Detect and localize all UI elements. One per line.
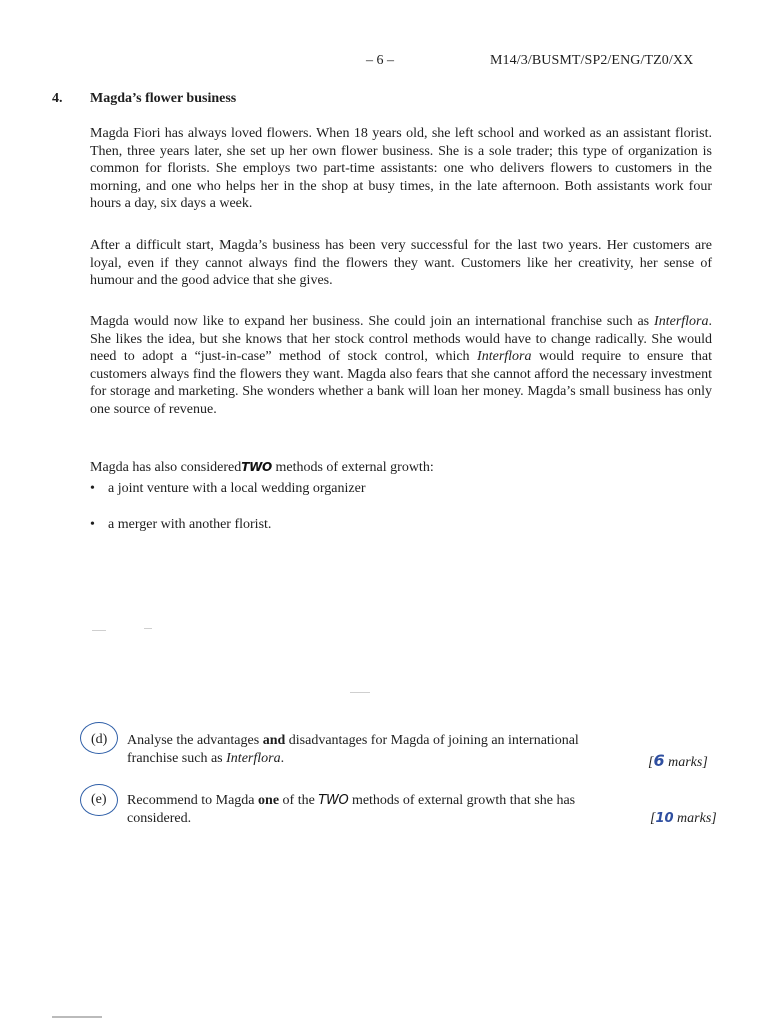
paper-code: M14/3/BUSMT/SP2/ENG/TZ0/XX [490,53,694,68]
part-e-label: (e) [91,792,107,807]
part-d-interflora: Interflora [226,751,281,766]
growth-intro-after: methods of external growth: [275,460,434,475]
list-item-text: a joint venture with a local wedding organizer [108,481,366,496]
part-e-text-a: Recommend to Magda [127,793,259,808]
page-number: – 6 – [366,53,394,68]
part-d-question [127,732,627,768]
question-number: 4. [52,91,63,106]
part-d-text-a: Analyse the advantages [127,733,263,748]
list-item [90,517,271,533]
handwritten-marks: 10 [655,811,674,826]
part-d-label: (d) [91,732,108,747]
case-paragraph-1: Magda Fiori has always loved flowers. When 18 years old, she left school and worked as an assistant florist. Then, three years later, she set up her own flower business. She is a sole trader; this type of organization is common for florists. She employs two part-time assistants: one who delivers flowers to customers in the morning, and one who helps her in the shop at busy times, in the late afternoon. Both assistants work four hours a day, six days a week. [90,126,712,212]
part-e-bold: one [258,793,280,808]
p3-interflora-2: Interflora [477,349,532,365]
part-e-text-c: methods of external growth that she has considered. [127,793,576,826]
part-e-text-b: of the [279,793,319,808]
handwritten-marks: 6 [653,751,665,770]
list-item [90,481,366,497]
part-e-marks: [10 marks] [650,811,717,826]
case-paragraph-2: After a difficult start, Magda’s business has been very successful for the last two years. Her customers are loyal, even if they cannot always find the flowers they want. Customers like her creativity, her sense of humour and the good advice that she gives. [90,238,712,289]
p3-text-a: Magda would now like to expand her business. She could join an international franchise such as [90,314,655,329]
scan-smudge [92,630,106,631]
bullet-dot: • [90,481,95,496]
part-d-bold: and [262,733,286,748]
p3-text-c: would require to ensure that customers always find the flowers they want. Magda also fears that she cannot afford the necessary investment for storage and marketing. She wonders whether a bank will loan her money. Magda’s small business has only one source of revenue. [90,349,713,417]
footer-code-fragment [52,1016,102,1018]
handwritten-two: TWO [318,793,349,808]
question-title: Magda’s flower business [90,91,237,106]
p3-interflora-1: Interflora [654,314,709,329]
part-e-question [127,792,627,828]
bullet-dot: • [90,517,95,532]
part-d-text-c: . [280,751,285,766]
handwritten-two: TWO [241,460,272,474]
scan-smudge [350,692,370,693]
scan-smudge [144,628,152,629]
list-item-text: a merger with another florist. [108,517,272,532]
growth-intro [90,460,434,476]
case-paragraph-3 [90,313,712,419]
p3-text-b: . She likes the idea, but she knows that her stock control methods would have to change radically. She would need to adopt a “just-in-case” method of stock control, which [90,314,712,365]
part-d-marks: [6 marks] [648,751,708,770]
growth-intro-before: Magda has also considered [90,460,242,475]
part-d-text-b: disadvantages for Magda of joining an international franchise such as [127,733,579,766]
